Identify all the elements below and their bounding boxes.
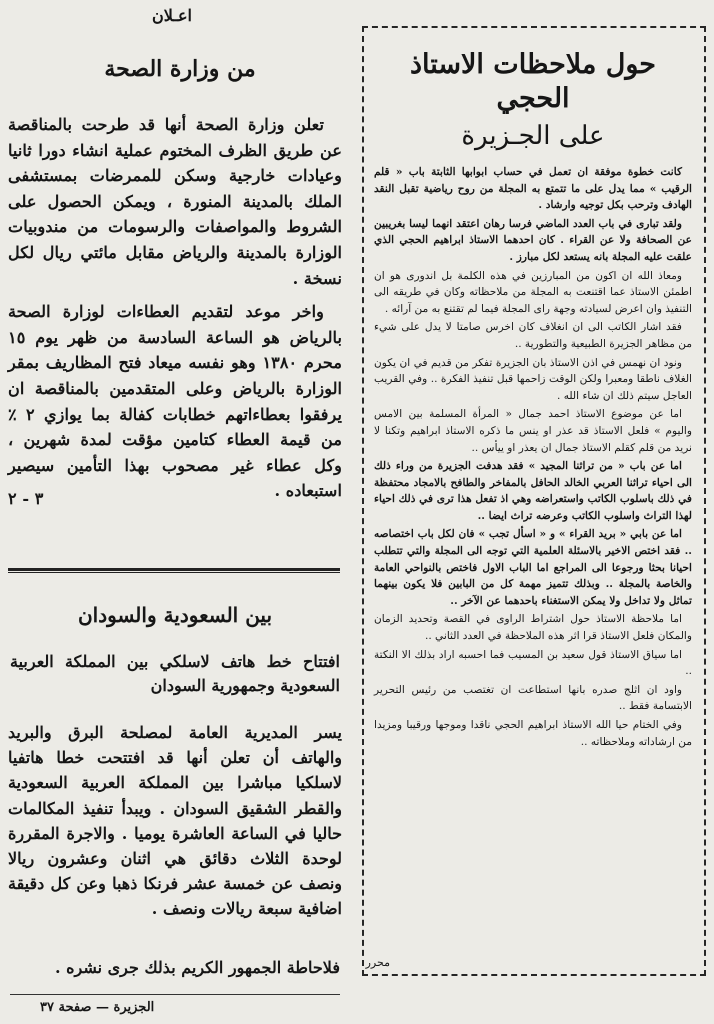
notice-reference: ٣ - ٢: [8, 488, 44, 508]
telecom-notice-body: [8, 720, 342, 928]
editorial-paragraph: واود ان اثلج صدره بانها استطاعت ان تغتصب من رئيس التحرير الابتسامة فقط ..: [374, 683, 692, 713]
section-divider: [8, 572, 340, 573]
editorial-paragraph: اما ملاحظة الاستاذ حول اشتراط الراوى في القصة وتحديد الزمان والمكان فلعل الاستاذ قرا اثر هذه الملاحظة في العدد الثاني ..: [374, 613, 692, 643]
editorial-box: [362, 26, 706, 976]
editorial-paragraph: اما عن باب « من تراثنا المجيد » فقد هدفت الجزيرة من وراء ذلك الى احياء تراثنا العربي الخالد الحافل بالمفاخر والطافح بالامجاد محتفظة في ذلك باسلوب الكاتب واستعراضه وهي اذ تفعل هذا ترى في ذلك احياء لهذا التراث واسلوب الكاتب وعرضه تراث ايضا ..: [374, 460, 692, 522]
editorial-paragraph: فقد اشار الكاتب الى ان انغلاف كان اخرس صامتا لا يدل على شيء من مظاهر الجزيرة الطبيعية والتطورية ..: [374, 321, 692, 350]
editorial-paragraph: وفي الختام حيا الله الاستاذ ابراهيم الحجي ناقدا وموجها ورقيبا ومزيدا من ارشاداته وملاحظاته ..: [374, 719, 692, 748]
footer-divider: [10, 994, 340, 995]
editorial-title: حول ملاحظات الاستاذ الحجي: [409, 49, 657, 114]
editorial-paragraph: اما سياق الاستاذ قول سعيد بن المسيب فما احسبه اراد بذلك الا النكتة ..: [374, 648, 692, 678]
notice-paragraph: يسر المديرية العامة لمصلحة البرق والبريد والهاتف أن تعلن أنها قد افتتحت خطا هاتفيا لاسلكيا مباشرا بين المملكة العربية السعودية والقطر الشقيق السودان . ويبدأ تنفيذ المكالمات حاليا في الساعة العاشرة يوميا . والاجرة المقررة لوحدة الثلاث دقائق هي اثنان وعشرون ريالا ونصف عن خمسة عشر فرنكا ذهبا وعن كل دقيقة اضافية سبعة ريالات ونصف .: [8, 723, 342, 919]
page-footer: الجزيرة — صفحة ٣٧: [40, 1000, 155, 1015]
telecom-notice-lead: افتتاح خط هاتف لاسلكي بين المملكة العربية السعودية وجمهورية السودان: [10, 652, 340, 695]
announcement-kicker: اعـلان: [152, 6, 192, 25]
notice-paragraph: تعلن وزارة الصحة أنها قد طرحت بالمناقصة عن طريق الظرف المختوم عملية انشاء دورا ثانيا وعيادات خارجية وسكن للممرضات بمستشفى الملك بالمدينة المنورة ، ويمكن الحصول على الشروط والمواصفات والرسومات من مندوبيات الوزارة بالمدينة والرياض مقابل مائتي ريال لكل نسخة .: [8, 115, 342, 288]
editorial-paragraph: ومعاذ الله ان اكون من المبارزين في هذه الكلمة بل اندورى هو ان اطمئن الاستاذ عما اقتنعت به المجلة من ملاحظاته وكان في طريقه الى التنفيذ وان اعرض لسيادته وجهة راى المجلة فيما لم تقتنع به من آرائه .: [374, 269, 692, 315]
editorial-paragraph: اما عن بابي « بريد القراء » و « اسأل تجب » فان لكل باب اختصاصه .. فقد اختص الاخير بالاسئلة العلمية التي توجه الى المجلة والتي تتطلب احيانا بحثا ورجوعا الى المراجع اما الباب الاول فاختص بالنواحي العامة والخاصة بالمجلة .. وبذلك تتميز مهمة كل من البابين فلا يكون بينهما تماثل ولا تداخل ولا يمكن الاستغناء باحدهما عن الآخر ..: [374, 528, 692, 607]
health-ministry-notice: [8, 112, 342, 512]
editorial-subtitle: على الجـزيرة: [461, 121, 605, 151]
editorial-paragraph: اما عن موضوع الاستاذ احمد جمال « المرأة المسلمة بين الامس واليوم » فلعل الاستاذ قد عذر او ينس ما ذكره الاستاذ ابراهيم وتكنا لا نريد من قلم كقلم الاستاذ جمال ان يعذر او ييأس ..: [374, 408, 692, 454]
section-divider: [8, 568, 340, 571]
editorial-paragraph: ولقد تبارى في باب العدد الماضي فرسا رهان اعتقد انهما ليسا بغريبين عن الصحافة ولا عن القراء . كان احدهما الاستاذ ابراهيم الحجي الذي علقت عليه المجلة بانه يستعد لكل مبارز .: [374, 217, 692, 263]
telecom-notice-title: بين السعودية والسودان: [77, 603, 273, 627]
health-ministry-title: من وزارة الصحة: [104, 56, 256, 82]
editorial-paragraph: كانت خطوة موفقة ان تعمل في حساب ابوابها الثابتة باب « قلم الرقيب » مما يدل على ما تتمتع به المجلة من روح رياضية تقبل النقد الهادف وترحب بكل توجيه وارشاد .: [374, 166, 692, 212]
editorial-body: [374, 164, 692, 750]
telecom-notice-closing: فلاحاطة الجمهور الكريم بذلك جرى نشره .: [54, 958, 340, 977]
notice-paragraph: واخر موعد لتقديم العطاءات لوزارة الصحة بالرياض هو الساعة السادسة من ظهر يوم ١٥ محرم ١٣٨٠ وهو نفسه ميعاد فتح المظاريف بمقر الوزارة بالرياض وعلى المتقدمين بالمناقصة ان يرفقوا بعطاءاتهم خطابات كفالة بما يوازي ٢ ٪ من قيمة العطاء كتامين مؤقت لمدة شهرين ، وكل عطاء غير مصحوب بهذا التأمين سيصير استبعاده .: [8, 302, 343, 501]
editorial-paragraph: ونود ان نهمس في اذن الاستاذ بان الجزيرة تفكر من قديم في ان يكون الغلاف ناطقا ومعبرا ولكن الوقت زاحمها قبل تنفيذ الفكرة .. وفي القريب العاجل سيتم ذلك ان شاء الله .: [374, 356, 692, 402]
editorial-signature: محرر: [365, 956, 390, 969]
